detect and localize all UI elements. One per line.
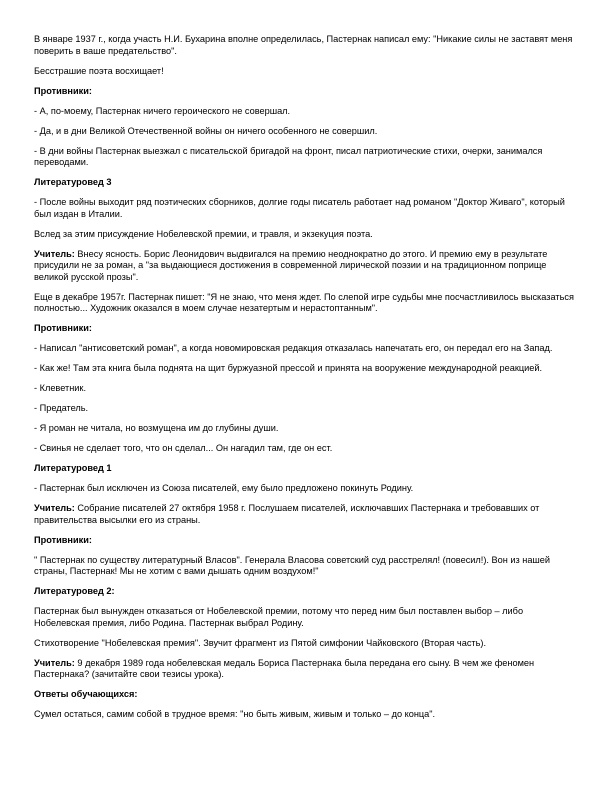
text-paragraph: - Как же! Там эта книга была поднята на щит буржуазной прессой и принята на вооружение международной реакцией. xyxy=(34,363,543,373)
speaker-label: Учитель: xyxy=(34,248,75,259)
text-paragraph: - Пастернак был исключен из Союза писателей, ему было предложено покинуть Родину. xyxy=(34,483,414,493)
text-paragraph: В январе 1937 г., когда участь Н.И. Бухарина вполне определилась, Пастернак написал ему: "Никакие силы не заставят меня поверить в ваше предательство". xyxy=(34,34,573,56)
section-heading: Литературовед 1 xyxy=(34,463,112,473)
teacher-paragraph xyxy=(34,503,574,526)
text-paragraph: - А, по-моему, Пастернак ничего героического не совершал. xyxy=(34,105,291,116)
text-paragraph: - Да, и в дни Великой Отечественной войны он ничего особенного не совершил. xyxy=(34,125,378,136)
section-heading: Противники: xyxy=(34,323,92,333)
text-paragraph: Стихотворение "Нобелевская премия". Звучит фрагмент из Пятой симфонии Чайковского (Вторая часть). xyxy=(34,637,487,648)
text-paragraph: - Свинья не сделает того, что он сделал... Он нагадил там, где он ест. xyxy=(34,443,333,453)
paragraph-text: 9 декабря 1989 года нобелевская медаль Бориса Пастернака была передана его сыну. В чем же феномен Пастернака? (зачитайте свои тезисы урока). xyxy=(34,657,535,679)
speaker-label: Учитель: xyxy=(34,657,75,668)
text-paragraph: Бесстрашие поэта восхищает! xyxy=(34,65,164,76)
section-heading: Литературовед 3 xyxy=(34,177,112,187)
text-paragraph: Вслед за этим присуждение Нобелевской премии, и травля, и экзекуция поэта. xyxy=(34,228,373,239)
document-page xyxy=(34,34,574,729)
speaker-label: Учитель: xyxy=(34,503,75,513)
text-paragraph: Сумел остаться, самим собой в трудное время: "но быть живым, живым и только – до конца". xyxy=(34,709,436,719)
section-heading: Противники: xyxy=(34,534,92,545)
teacher-paragraph xyxy=(34,249,574,284)
teacher-paragraph xyxy=(34,658,574,681)
text-paragraph: - Клеветник. xyxy=(34,383,87,393)
paragraph-text: Собрание писателей 27 октября 1958 г. Послушаем писателей, исключавших Пастернака и требовавших от правительства высылки его из страны. xyxy=(34,503,540,525)
text-paragraph: " Пастернак по существу литературный Власов". Генерала Власова советский суд расстрелял! (повесил!). Вон из нашей страны, Пастернак! Мы не хотим с вами дышать одним воздухом!" xyxy=(34,554,551,576)
paragraph-text: Внесу ясность. Борис Леонидович выдвигался на премию неоднократно до этого. И премию ему в результате присудили не за роман, а "за выдающиеся достижения в современной лирической поэзии и на традиционном поприще великой русской прозы". xyxy=(34,248,548,282)
text-paragraph: - Написал "антисоветский роман", а когда новомировская редакция отказалась напечатать его, он передал его на Запад. xyxy=(34,343,553,353)
section-heading: Литературовед 2: xyxy=(34,586,115,596)
text-paragraph: Пастернак был вынужден отказаться от Нобелевской премии, потому что перед ним был поставлен выбор – либо Нобелевская премия, либо Родина. Пастернак выбрал Родину. xyxy=(34,606,524,628)
text-paragraph: - В дни войны Пастернак выезжал с писательской бригадой на фронт, писал патриотические стихи, очерки, занимался переводами. xyxy=(34,145,543,167)
text-paragraph: - После войны выходит ряд поэтических сборников, долгие годы писатель работает над романом "Доктор Живаго", который был издан в Италии. xyxy=(34,197,565,219)
section-heading: Ответы обучающихся: xyxy=(34,689,138,699)
section-heading: Противники: xyxy=(34,85,92,96)
text-paragraph: Еще в декабре 1957г. Пастернак пишет: "Я не знаю, что меня ждет. По слепой игре судьбы мне посчастливилось высказаться полностью... Художник оказался в моем случае незатертым и нерастоптанным". xyxy=(34,291,574,313)
text-paragraph: - Я роман не читала, но возмущена им до глубины души. xyxy=(34,423,279,433)
text-paragraph: - Предатель. xyxy=(34,403,89,413)
